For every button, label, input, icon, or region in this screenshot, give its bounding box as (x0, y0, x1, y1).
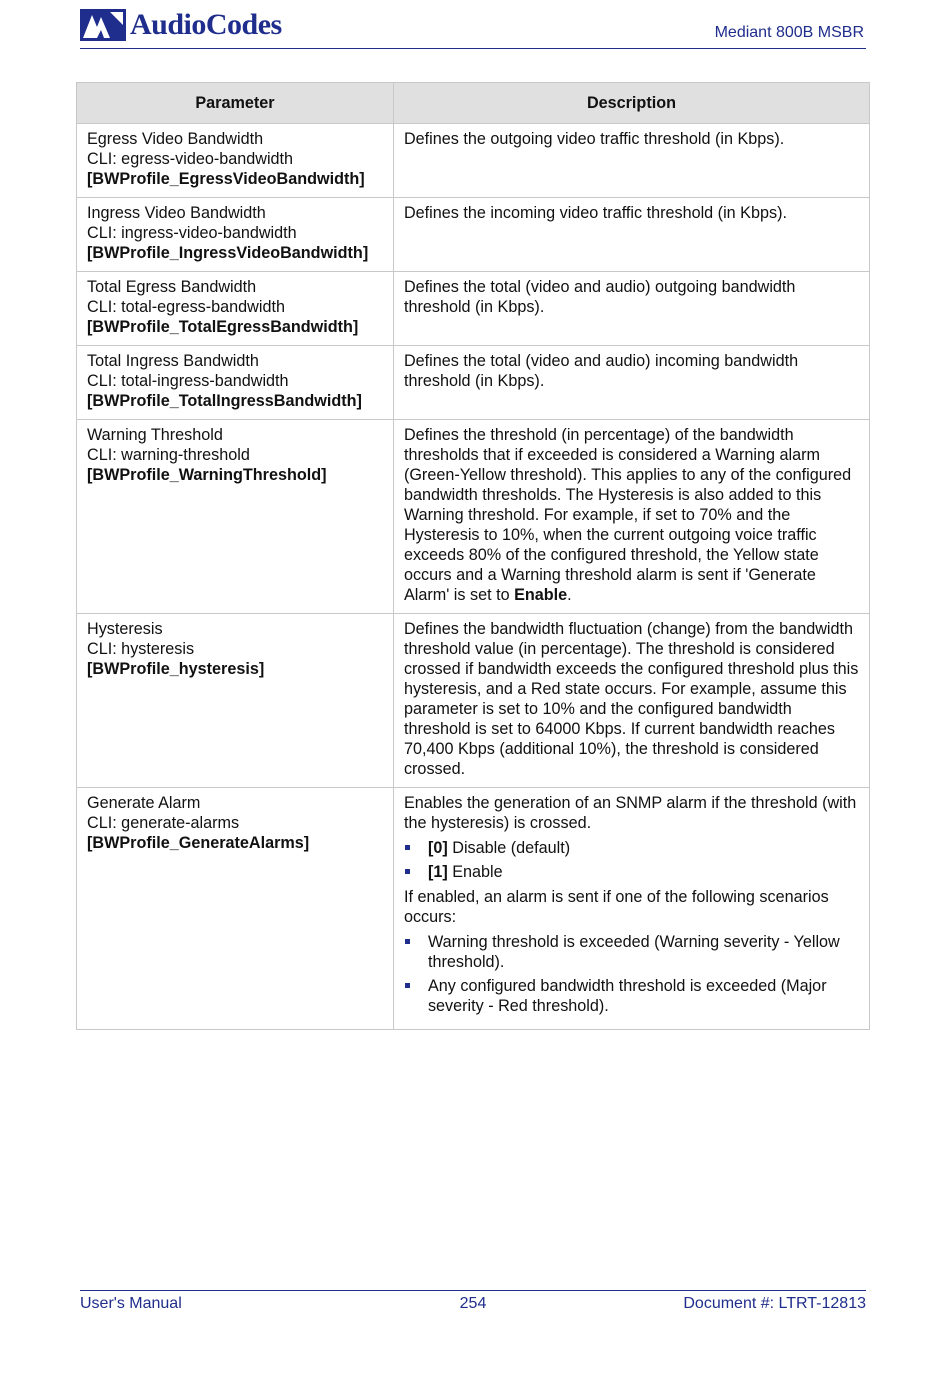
bullet-square-icon (405, 845, 410, 850)
table-row (77, 272, 870, 346)
table-row (77, 198, 870, 272)
option-label: Disable (default) (447, 839, 571, 857)
scenario-text: Any configured bandwidth threshold is exceeded (Major severity - Red threshold). (427, 977, 827, 1015)
parameter-cell (77, 346, 394, 420)
description-cell (393, 346, 869, 420)
parameter-cli: CLI: generate-alarms (87, 814, 240, 832)
page-number: 254 (459, 1295, 487, 1312)
parameter-cli: CLI: warning-threshold (87, 446, 250, 464)
table-row (77, 420, 870, 614)
parameter-ini: [BWProfile_TotalIngressBandwidth] (87, 392, 362, 410)
parameter-ini: [BWProfile_TotalEgressBandwidth] (87, 318, 359, 336)
parameter-cell (77, 198, 394, 272)
parameter-name: Total Ingress Bandwidth (87, 352, 259, 370)
option-label: Enable (447, 863, 503, 881)
audiocodes-logo (80, 8, 282, 42)
table-row (77, 124, 870, 198)
parameter-ini: [BWProfile_EgressVideoBandwidth] (87, 170, 365, 188)
page-header (80, 8, 866, 49)
logo-mark-icon (80, 9, 126, 41)
table-header-row (77, 83, 870, 124)
description-cell (393, 124, 869, 198)
parameter-cell (77, 614, 394, 788)
parameter-name: Warning Threshold (87, 426, 223, 444)
description-text: Defines the total (video and audio) incoming bandwidth threshold (in Kbps). (403, 352, 799, 390)
description-text: Defines the outgoing video traffic threshold (in Kbps). (403, 130, 785, 148)
table-row (77, 346, 870, 420)
parameter-name: Ingress Video Bandwidth (87, 204, 266, 222)
parameter-cli: CLI: total-ingress-bandwidth (87, 372, 289, 390)
parameter-ini: [BWProfile_GenerateAlarms] (87, 834, 310, 852)
parameter-name: Generate Alarm (87, 794, 201, 812)
table-row (77, 614, 870, 788)
column-header-description: Description (393, 83, 869, 124)
description-cell (393, 272, 869, 346)
footer-manual-title: User's Manual (80, 1295, 182, 1312)
list-item (404, 862, 861, 882)
parameter-name: Egress Video Bandwidth (87, 130, 264, 148)
description-cell (393, 420, 869, 614)
logo-text: AudioCodes (130, 8, 282, 41)
parameter-cell (77, 272, 394, 346)
parameter-ini: [BWProfile_IngressVideoBandwidth] (87, 244, 369, 262)
parameter-table (76, 82, 870, 1030)
description-cell (393, 198, 869, 272)
option-code: [1] (427, 863, 448, 881)
description-bold-value: Enable (514, 586, 568, 604)
description-text-secondary: If enabled, an alarm is sent if one of the following scenarios occurs: (403, 888, 829, 926)
option-code: [0] (427, 839, 448, 857)
parameter-cli: CLI: total-egress-bandwidth (87, 298, 285, 316)
parameter-cell (77, 420, 394, 614)
description-text: Enables the generation of an SNMP alarm if the threshold (with the hysteresis) is crossed. (403, 794, 857, 832)
scenario-text: Warning threshold is exceeded (Warning severity - Yellow threshold). (427, 933, 840, 971)
list-item (404, 838, 861, 858)
scenario-list (404, 932, 861, 1016)
description-text: Defines the incoming video traffic threshold (in Kbps). (403, 204, 787, 222)
page-footer (80, 1290, 866, 1317)
parameter-cli: CLI: hysteresis (87, 640, 195, 658)
table-row (77, 788, 870, 1030)
description-main: Defines the threshold (in percentage) of the bandwidth thresholds that if exceeded is considered a Warning alarm (Green-Yellow threshold). This applies to any of the configured bandwidth thresholds. The Hysteresis is also added to this Warning threshold. For example, if set to 70% and the Hysteresis to 10%, when the current outgoing voice traffic exceeds 80% of the configured threshold, the Yellow state occurs and a Warning threshold alarm is sent if 'Generate Alarm' is set to (403, 426, 852, 604)
bullet-square-icon (405, 983, 410, 988)
parameter-cell (77, 788, 394, 1030)
description-text: Defines the total (video and audio) outgoing bandwidth threshold (in Kbps). (403, 278, 796, 316)
description-text (404, 425, 861, 605)
description-text: Defines the bandwidth fluctuation (change) from the bandwidth threshold value (in percentage). The threshold is considered crossed if bandwidth exceeds the configured threshold plus this hysteresis, and a Red state occurs. For example, assume this parameter is set to 10% and the configured bandwidth threshold is set to 64000 Kbps. If current bandwidth reaches 70,400 Kbps (additional 10%), the threshold is considered crossed. (403, 620, 859, 778)
option-list (404, 838, 861, 882)
list-item (404, 976, 861, 1016)
parameter-name: Hysteresis (87, 620, 163, 638)
description-cell (393, 788, 869, 1030)
document-title: Mediant 800B MSBR (714, 24, 864, 41)
description-end: . (567, 586, 572, 604)
parameter-cli: CLI: ingress-video-bandwidth (87, 224, 297, 242)
bullet-square-icon (405, 939, 410, 944)
bullet-square-icon (405, 869, 410, 874)
document-number: Document #: LTRT-12813 (683, 1295, 866, 1312)
parameter-name: Total Egress Bandwidth (87, 278, 257, 296)
list-item (404, 932, 861, 972)
parameter-cli: CLI: egress-video-bandwidth (87, 150, 294, 168)
description-cell (393, 614, 869, 788)
parameter-cell (77, 124, 394, 198)
column-header-parameter: Parameter (77, 83, 394, 124)
parameter-ini: [BWProfile_WarningThreshold] (87, 466, 327, 484)
parameter-ini: [BWProfile_hysteresis] (87, 660, 265, 678)
